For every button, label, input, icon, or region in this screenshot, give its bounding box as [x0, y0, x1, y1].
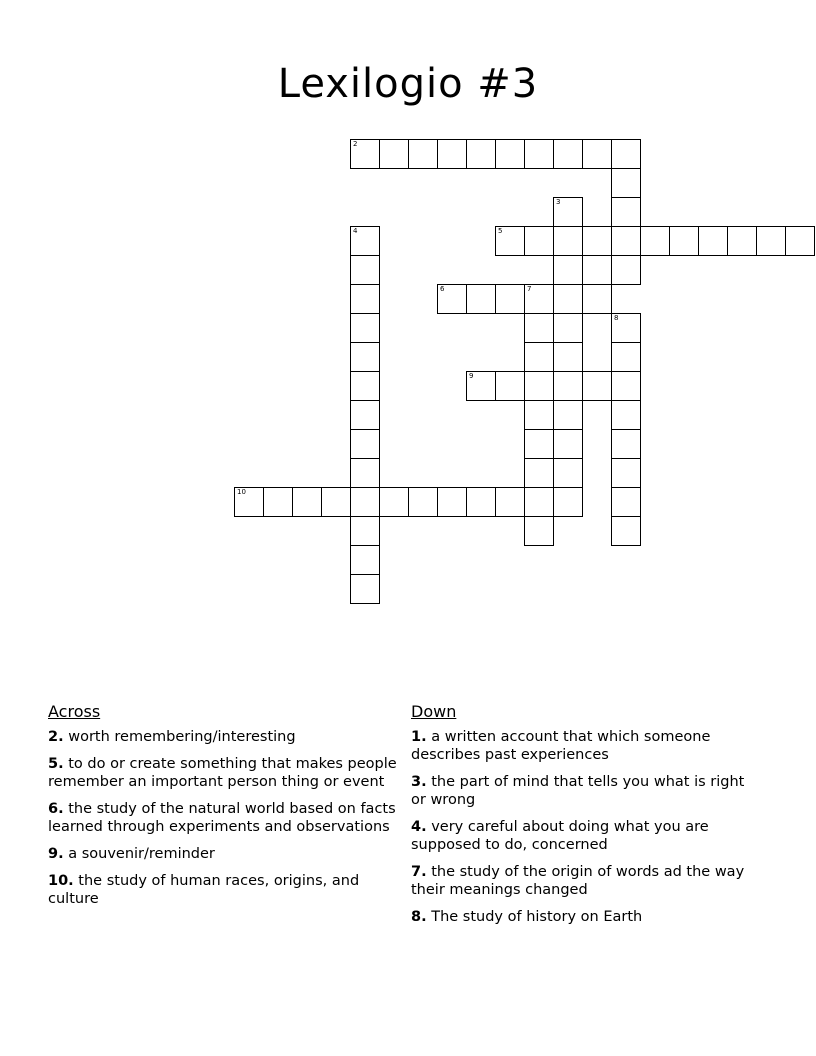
grid-cell[interactable] — [495, 284, 525, 314]
grid-cell[interactable] — [466, 139, 496, 169]
grid-cell[interactable] — [379, 139, 409, 169]
grid-cell[interactable] — [553, 139, 583, 169]
clue-text: very careful about doing what you are supposed to do, concerned — [411, 819, 709, 853]
clue-text: a souvenir/reminder — [68, 846, 215, 862]
clue-num: 6. — [48, 801, 64, 817]
clue-num: 5. — [48, 756, 64, 772]
clue-text: the study of human races, origins, and culture — [48, 873, 360, 907]
grid-cell[interactable] — [669, 226, 699, 256]
grid-cell[interactable] — [553, 226, 583, 256]
grid-cell[interactable] — [350, 429, 380, 459]
clue-num: 2. — [48, 729, 64, 745]
grid-cell[interactable] — [524, 458, 554, 488]
grid-cell[interactable] — [524, 342, 554, 372]
down-clue — [411, 773, 756, 809]
grid-cell[interactable] — [263, 487, 293, 517]
down-clue — [411, 863, 756, 899]
grid-cell[interactable] — [582, 139, 612, 169]
clue-num: 7. — [411, 864, 427, 880]
grid-cell[interactable] — [553, 371, 583, 401]
clue-number: 2 — [353, 140, 358, 148]
clue-number: 8 — [614, 314, 619, 322]
grid-cell[interactable] — [553, 342, 583, 372]
grid-cell[interactable] — [611, 342, 641, 372]
across-clue — [48, 845, 400, 863]
across-heading: Across — [48, 702, 101, 721]
grid-cell[interactable] — [611, 429, 641, 459]
grid-cell[interactable] — [437, 139, 467, 169]
grid-cell[interactable] — [553, 255, 583, 285]
across-clue — [48, 755, 400, 791]
clue-text: the study of the natural world based on facts learned through experiments and observations — [48, 801, 396, 835]
grid-cell[interactable] — [350, 400, 380, 430]
grid-cell[interactable] — [437, 487, 467, 517]
grid-cell[interactable] — [350, 284, 380, 314]
grid-cell[interactable] — [611, 516, 641, 546]
grid-cell[interactable] — [350, 545, 380, 575]
grid-cell[interactable] — [292, 487, 322, 517]
across-clue — [48, 800, 400, 836]
grid-cell[interactable] — [611, 487, 641, 517]
across-clue — [48, 872, 400, 908]
grid-cell[interactable] — [611, 255, 641, 285]
grid-cell[interactable] — [321, 487, 351, 517]
grid-cell[interactable] — [350, 226, 380, 256]
grid-cell[interactable] — [466, 371, 496, 401]
grid-cell[interactable] — [466, 487, 496, 517]
grid-cell[interactable] — [350, 516, 380, 546]
grid-cell[interactable] — [611, 168, 641, 198]
down-clue-list — [411, 728, 756, 926]
grid-cell[interactable] — [756, 226, 786, 256]
grid-cell[interactable] — [611, 371, 641, 401]
grid-cell[interactable] — [611, 197, 641, 227]
clue-number: 10 — [237, 488, 246, 496]
grid-cell[interactable] — [408, 139, 438, 169]
grid-cell[interactable] — [350, 371, 380, 401]
grid-cell[interactable] — [524, 313, 554, 343]
grid-cell[interactable] — [350, 487, 380, 517]
clue-number: 7 — [527, 285, 532, 293]
grid-cell[interactable] — [698, 226, 728, 256]
grid-cell[interactable] — [350, 342, 380, 372]
grid-cell[interactable] — [727, 226, 757, 256]
across-clue-list — [48, 728, 400, 908]
grid-cell[interactable] — [524, 487, 554, 517]
grid-cell[interactable] — [553, 313, 583, 343]
grid-cell[interactable] — [350, 574, 380, 604]
clue-number: 5 — [498, 227, 503, 235]
grid-cell[interactable] — [611, 400, 641, 430]
clue-text: the part of mind that tells you what is right or wrong — [411, 774, 745, 808]
grid-cell[interactable] — [350, 255, 380, 285]
grid-cell[interactable] — [234, 487, 264, 517]
grid-cell[interactable] — [379, 487, 409, 517]
clue-text: worth remembering/interesting — [68, 729, 296, 745]
grid-cell[interactable] — [611, 458, 641, 488]
grid-cell[interactable] — [611, 313, 641, 343]
grid-cell[interactable] — [582, 284, 612, 314]
grid-cell[interactable] — [524, 371, 554, 401]
grid-cell[interactable] — [466, 284, 496, 314]
grid-cell[interactable] — [495, 487, 525, 517]
grid-cell[interactable] — [524, 226, 554, 256]
down-clue — [411, 728, 756, 764]
clue-num: 1. — [411, 729, 427, 745]
grid-cell[interactable] — [350, 139, 380, 169]
clue-number: 6 — [440, 285, 445, 293]
grid-cell[interactable] — [495, 139, 525, 169]
across-clues — [48, 702, 400, 917]
clue-text: to do or create something that makes people remember an important person thing or event — [48, 756, 397, 790]
clue-text: the study of the origin of words ad the way their meanings changed — [411, 864, 745, 898]
grid-cell[interactable] — [611, 139, 641, 169]
grid-cell[interactable] — [524, 516, 554, 546]
grid-cell[interactable] — [553, 197, 583, 227]
clue-text: The study of history on Earth — [431, 909, 643, 925]
grid-cell[interactable] — [495, 226, 525, 256]
grid-cell[interactable] — [350, 458, 380, 488]
grid-cell[interactable] — [582, 371, 612, 401]
puzzle-title: Lexilogio #3 — [277, 60, 539, 107]
clue-number: 4 — [353, 227, 358, 235]
grid-cell[interactable] — [553, 487, 583, 517]
clue-num: 10. — [48, 873, 74, 889]
down-heading: Down — [411, 702, 457, 721]
grid-cell[interactable] — [553, 284, 583, 314]
grid-cell[interactable] — [611, 226, 641, 256]
across-clue — [48, 728, 400, 746]
grid-cell[interactable] — [553, 458, 583, 488]
clue-number: 3 — [556, 198, 561, 206]
clue-number: 9 — [469, 372, 474, 380]
grid-cell[interactable] — [437, 284, 467, 314]
clue-num: 8. — [411, 909, 427, 925]
down-clue — [411, 818, 756, 854]
clue-num: 4. — [411, 819, 427, 835]
grid-cell[interactable] — [640, 226, 670, 256]
grid-cell[interactable] — [495, 371, 525, 401]
grid-cell[interactable] — [524, 429, 554, 459]
grid-cell[interactable] — [524, 284, 554, 314]
down-clues — [411, 702, 756, 935]
grid-cell[interactable] — [524, 139, 554, 169]
clue-num: 9. — [48, 846, 64, 862]
grid-cell[interactable] — [785, 226, 815, 256]
grid-cell[interactable] — [350, 313, 380, 343]
grid-cell[interactable] — [408, 487, 438, 517]
clue-text: a written account that which someone describes past experiences — [411, 729, 711, 763]
down-clue — [411, 908, 756, 926]
grid-cell[interactable] — [553, 429, 583, 459]
clue-num: 3. — [411, 774, 427, 790]
grid-cell[interactable] — [582, 226, 612, 256]
grid-cell[interactable] — [524, 400, 554, 430]
grid-cell[interactable] — [553, 400, 583, 430]
